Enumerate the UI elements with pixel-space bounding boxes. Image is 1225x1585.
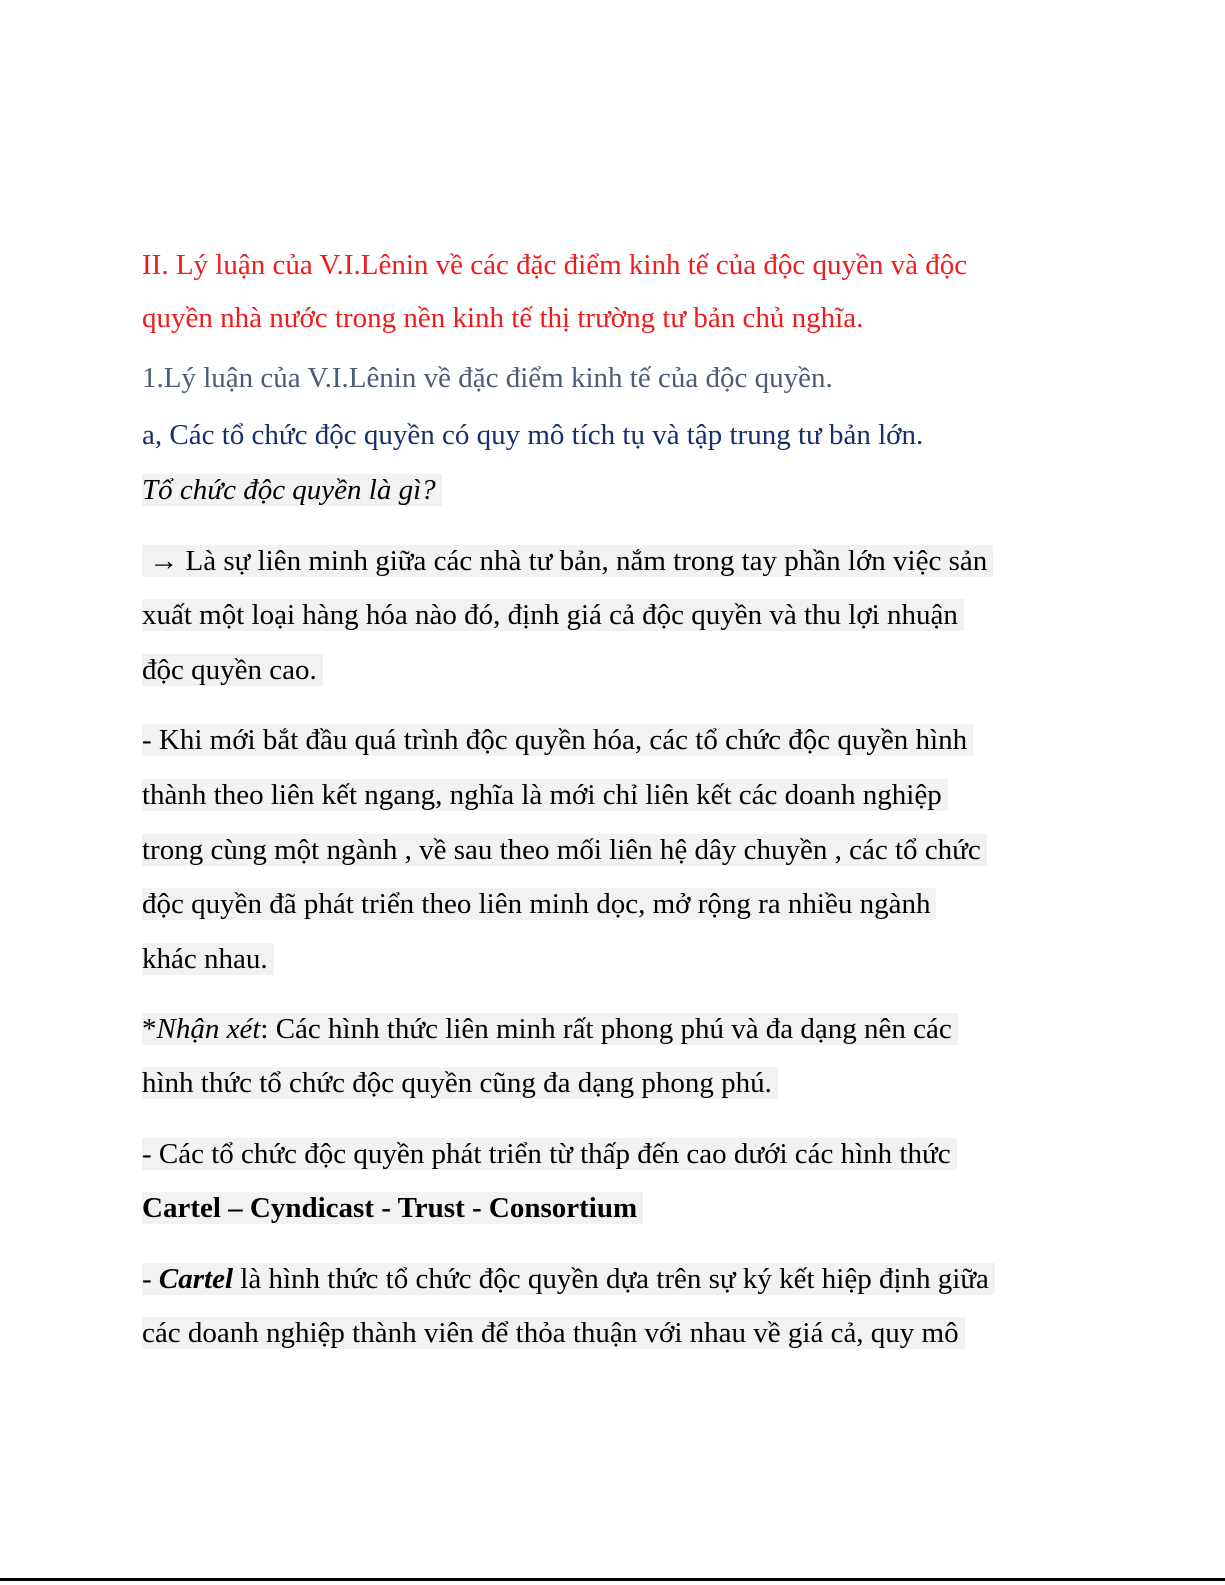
subheading-a: a, Các tổ chức độc quyền có quy mô tích tụ và tập trung tư bản lớn. [142,419,924,451]
cartel-prefix: - [142,1263,159,1295]
cartel-term: Cartel [158,1263,234,1295]
answer-line-3 [142,650,323,690]
formation-line-1-text: - Khi mới bắt đầu quá trình độc quyền hóa, các tổ chức độc quyền hình [142,724,973,756]
formation-line-5 [142,939,274,979]
cartel-line-1 [142,1259,995,1299]
remark-line-1-rest: : Các hình thức liên minh rất phong phú và đa dạng nên các [260,1013,952,1045]
answer-line-1-text [142,545,993,577]
forms-line-1 [142,1134,957,1174]
answer-line-1 [142,541,993,581]
cartel-line-2 [142,1313,965,1353]
remark-line-1-text [142,1013,958,1045]
remark-prefix: * [142,1013,157,1045]
formation-line-3-text: trong cùng một ngành , về sau theo mối liên hệ dây chuyền , các tổ chức [142,834,987,866]
answer-line-3-text: độc quyền cao. [142,654,323,686]
section-heading-line-1: II. Lý luận của V.I.Lênin về các đặc điểm kinh tế của độc quyền và độc [142,249,968,281]
forms-line-1-text: - Các tổ chức độc quyền phát triển từ thấp đến cao dưới các hình thức [142,1138,957,1170]
formation-line-5-text: khác nhau. [142,943,274,975]
page-bottom-border [0,1578,1225,1581]
formation-line-4 [142,884,936,924]
forms-line-2-text: Cartel – Cyndicast - Trust - Consortium [142,1192,643,1224]
formation-line-4-text: độc quyền đã phát triển theo liên minh dọc, mở rộng ra nhiều ngành [142,888,936,920]
cartel-line-2-text: các doanh nghiệp thành viên để thỏa thuận với nhau về giá cả, quy mô [142,1317,965,1349]
formation-line-3 [142,830,987,870]
cartel-line-1-rest: là hình thức tổ chức độc quyền dựa trên sự ký kết hiệp định giữa [233,1263,989,1295]
formation-line-1 [142,720,973,760]
formation-line-2 [142,775,948,815]
answer-line-2-text: xuất một loại hàng hóa nào đó, định giá cả độc quyền và thu lợi nhuận [142,599,964,631]
remark-line-2-text: hình thức tổ chức độc quyền cũng đa dạng phong phú. [142,1067,778,1099]
question-text: Tổ chức độc quyền là gì? [142,474,442,506]
remark-line-2 [142,1063,778,1103]
answer-line-1-content: Là sự liên minh giữa các nhà tư bản, nắm trong tay phần lớn việc sản [178,545,988,577]
answer-line-2 [142,595,964,635]
right-arrow-icon: → [149,545,179,577]
remark-label: Nhận xét [156,1013,261,1045]
cartel-line-1-text [142,1263,995,1295]
question-line [142,470,442,510]
section-heading-line-2: quyền nhà nước trong nền kinh tế thị trường tư bản chủ nghĩa. [142,302,864,334]
subheading-1: 1.Lý luận của V.I.Lênin về đặc điểm kinh tế của độc quyền. [142,362,833,394]
forms-line-2 [142,1188,643,1228]
remark-line-1 [142,1009,958,1049]
formation-line-2-text: thành theo liên kết ngang, nghĩa là mới chỉ liên kết các doanh nghiệp [142,779,948,811]
